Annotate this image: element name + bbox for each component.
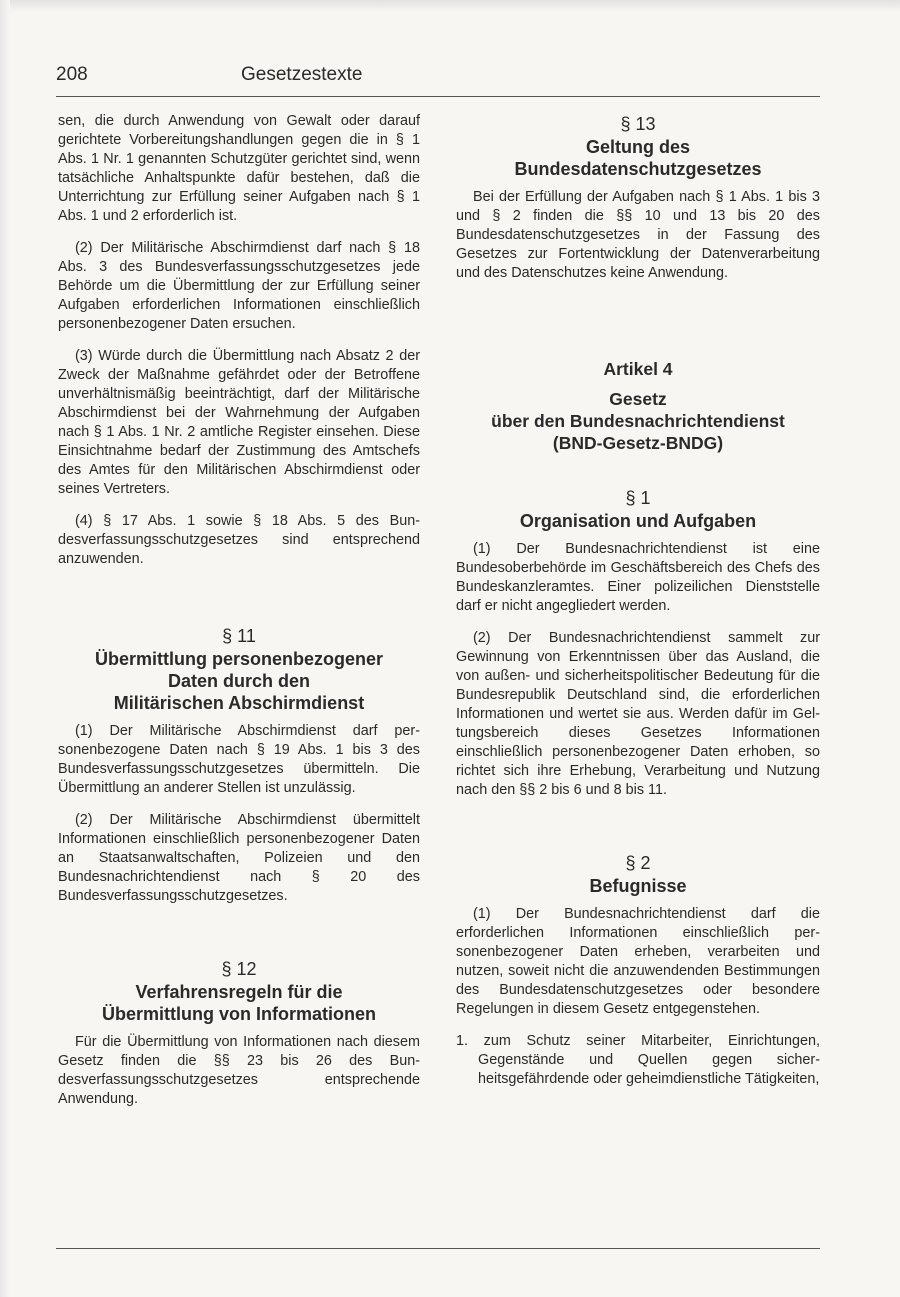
section-number: § 2 (625, 853, 651, 873)
page-header (56, 64, 818, 94)
section-1-heading (456, 486, 820, 532)
article-4-heading (456, 358, 820, 454)
article-label: Artikel 4 (603, 359, 673, 379)
section-title: Befugnisse (589, 876, 687, 896)
scan-edge-top (0, 0, 900, 12)
running-title: Gesetzestexte (241, 64, 363, 85)
section-title-line: Übermittlung von Informationen (102, 1004, 376, 1024)
scan-edge-left (0, 0, 10, 1297)
right-column (456, 112, 820, 1102)
spacer (58, 582, 420, 624)
article-title-line: über den Bundesnachrichtendienst (491, 411, 785, 431)
spacer (456, 460, 820, 486)
section-title-line: Geltung des (585, 137, 690, 157)
section-number: § 11 (222, 626, 256, 646)
section-title-line: Daten durch den (167, 671, 310, 691)
article-title-line: (BND-Gesetz-BNDG) (552, 433, 724, 453)
paragraph-continued: sen, die durch Anwendung von Gewalt oder darauf gerichtete Vorbereitungshandlungen gegen die in § 1 Abs. 1 Nr. 1 genannten Schutzgüter gerichtet sind, wenn tatsächliche Anhaltspunkte dafür bestehen, daß die Unterrichtung zur Erfüllung seiner Aufgaben nach § 1 Abs. 1 und 2 erforderlich ist. (58, 113, 420, 224)
paragraph-1-2: (2) Der Bundesnachrichtendienst sammelt zur Gewinnung von Erkenntnissen über das Ausland, die von außen- und sicherheitspolitischer Bedeutung für die Bundesrepublik Deutschland sind, die erforderlichen Informationen und wertet sie aus. Werden dafür im Geltungsbereich dieses Gesetzes Informationen einschließlich personenbezogener Daten erhoben, so richtet sich ihre Erhebung, Verarbeitung und Nutzung nach den §§ 2 bis 6 und 8 bis 11. (456, 630, 820, 798)
section-number: § 1 (625, 488, 651, 508)
header-rule (56, 96, 820, 97)
article-title-line: Gesetz (609, 389, 667, 409)
section-number: § 13 (620, 114, 656, 134)
paragraph-13: Bei der Erfüllung der Aufgaben nach § 1 Abs. 1 bis 3 und § 2 finden die §§ 10 und 13 bis 20 des Bundesdatenschutzgesetzes in der Fassung des Gesetzes zur Fortentwicklung der Datenverarbeitung und des Datenschutzes keine Anwendung. (456, 189, 820, 281)
paragraph-10-2: (2) Der Militärische Abschirmdienst darf nach § 18 Abs. 3 des Bundesverfassungsschutzgesetzes jede Behörde um die Übermittlung der zur Erfüllung seiner Aufgaben erforderlichen Informationen einschließlich personenbezogener Daten ersuchen. (58, 240, 420, 332)
section-title: Organisation und Aufgaben (519, 511, 757, 531)
section-13-heading (456, 112, 820, 180)
section-title-line: Verfahrensregeln für die (135, 982, 343, 1002)
footer-rule (56, 1248, 820, 1249)
spacer (58, 919, 420, 957)
paragraph-12: Für die Übermittlung von Informationen nach diesem Gesetz finden die §§ 23 bis 26 des Bundesverfassungsschutzgesetzes entsprechende Anwendung. (58, 1034, 420, 1107)
section-11-heading (58, 624, 420, 714)
section-12-heading (58, 957, 420, 1025)
paragraph-11-1: (1) Der Militärische Abschirmdienst darf personenbezogene Daten nach § 19 Abs. 1 bis 3 des Bundesverfassungsschutzgesetzes übermitteln. Die Übermittlung an anderer Stellen ist unzulässig. (58, 723, 420, 796)
section-title-line: Militärischen Abschirmdienst (113, 693, 365, 713)
paragraph-2-1: (1) Der Bundesnachrichtendienst darf die erforderlichen Informationen einschließlich personenbezogener Daten erheben, verarbeiten und nutzen, soweit nicht die anzuwendenden Bestimmungen des Bundesdatenschutzgesetzes oder besondere Regelungen in diesem Gesetz entgegenstehen. (456, 906, 820, 1017)
spacer (456, 296, 820, 358)
page-number: 208 (56, 64, 88, 85)
left-column (58, 112, 420, 1122)
paragraph-10-4: (4) § 17 Abs. 1 sowie § 18 Abs. 5 des Bundesverfassungsschutzgesetzes sind entsprechend anzuwenden. (58, 513, 420, 567)
section-2-heading (456, 851, 820, 897)
paragraph-1-1: (1) Der Bundesnachrichtendienst ist eine Bundesoberbehörde im Geschäftsbereich des Chefs des Bundeskanzleramtes. Einer polizeilichen Dienststelle darf er nicht angegliedert werden. (456, 541, 820, 614)
paragraph-10-3: (3) Würde durch die Übermittlung nach Absatz 2 der Zweck der Maßnahme gefährdet oder der Betroffene unverhältnismäßig beeinträchtigt, darf der Militärische Abschirmdienst bei der Wahrnehmung der Aufgaben nach § 1 Abs. 1 Nr. 2 amtliche Register einsehen. Diese Einsichtnahme bedarf der Zustimmung des Amtschefs des Amtes für den Militärischen Abschirmdienst oder seines Vertreters. (58, 348, 420, 497)
paragraph-11-2: (2) Der Militärische Abschirmdienst übermittelt Informationen einschließlich personenbezogener Daten an Staatsanwaltschaften, Polizeien und den Bundesnachrichtendienst nach § 20 des Bundesverfassungsschutzgesetzes. (58, 812, 420, 904)
list-item-1: 1. zum Schutz seiner Mitarbeiter, Einrichtungen, Gegenstände und Quellen gegen sicherheitsgefährdende oder geheimdienstliche Tätigkeiten, (456, 1033, 820, 1087)
section-title-line: Bundesdatenschutzgesetzes (514, 159, 762, 179)
spacer (456, 813, 820, 851)
section-number: § 12 (221, 959, 257, 979)
section-title-line: Übermittlung personenbezogener (94, 649, 384, 669)
